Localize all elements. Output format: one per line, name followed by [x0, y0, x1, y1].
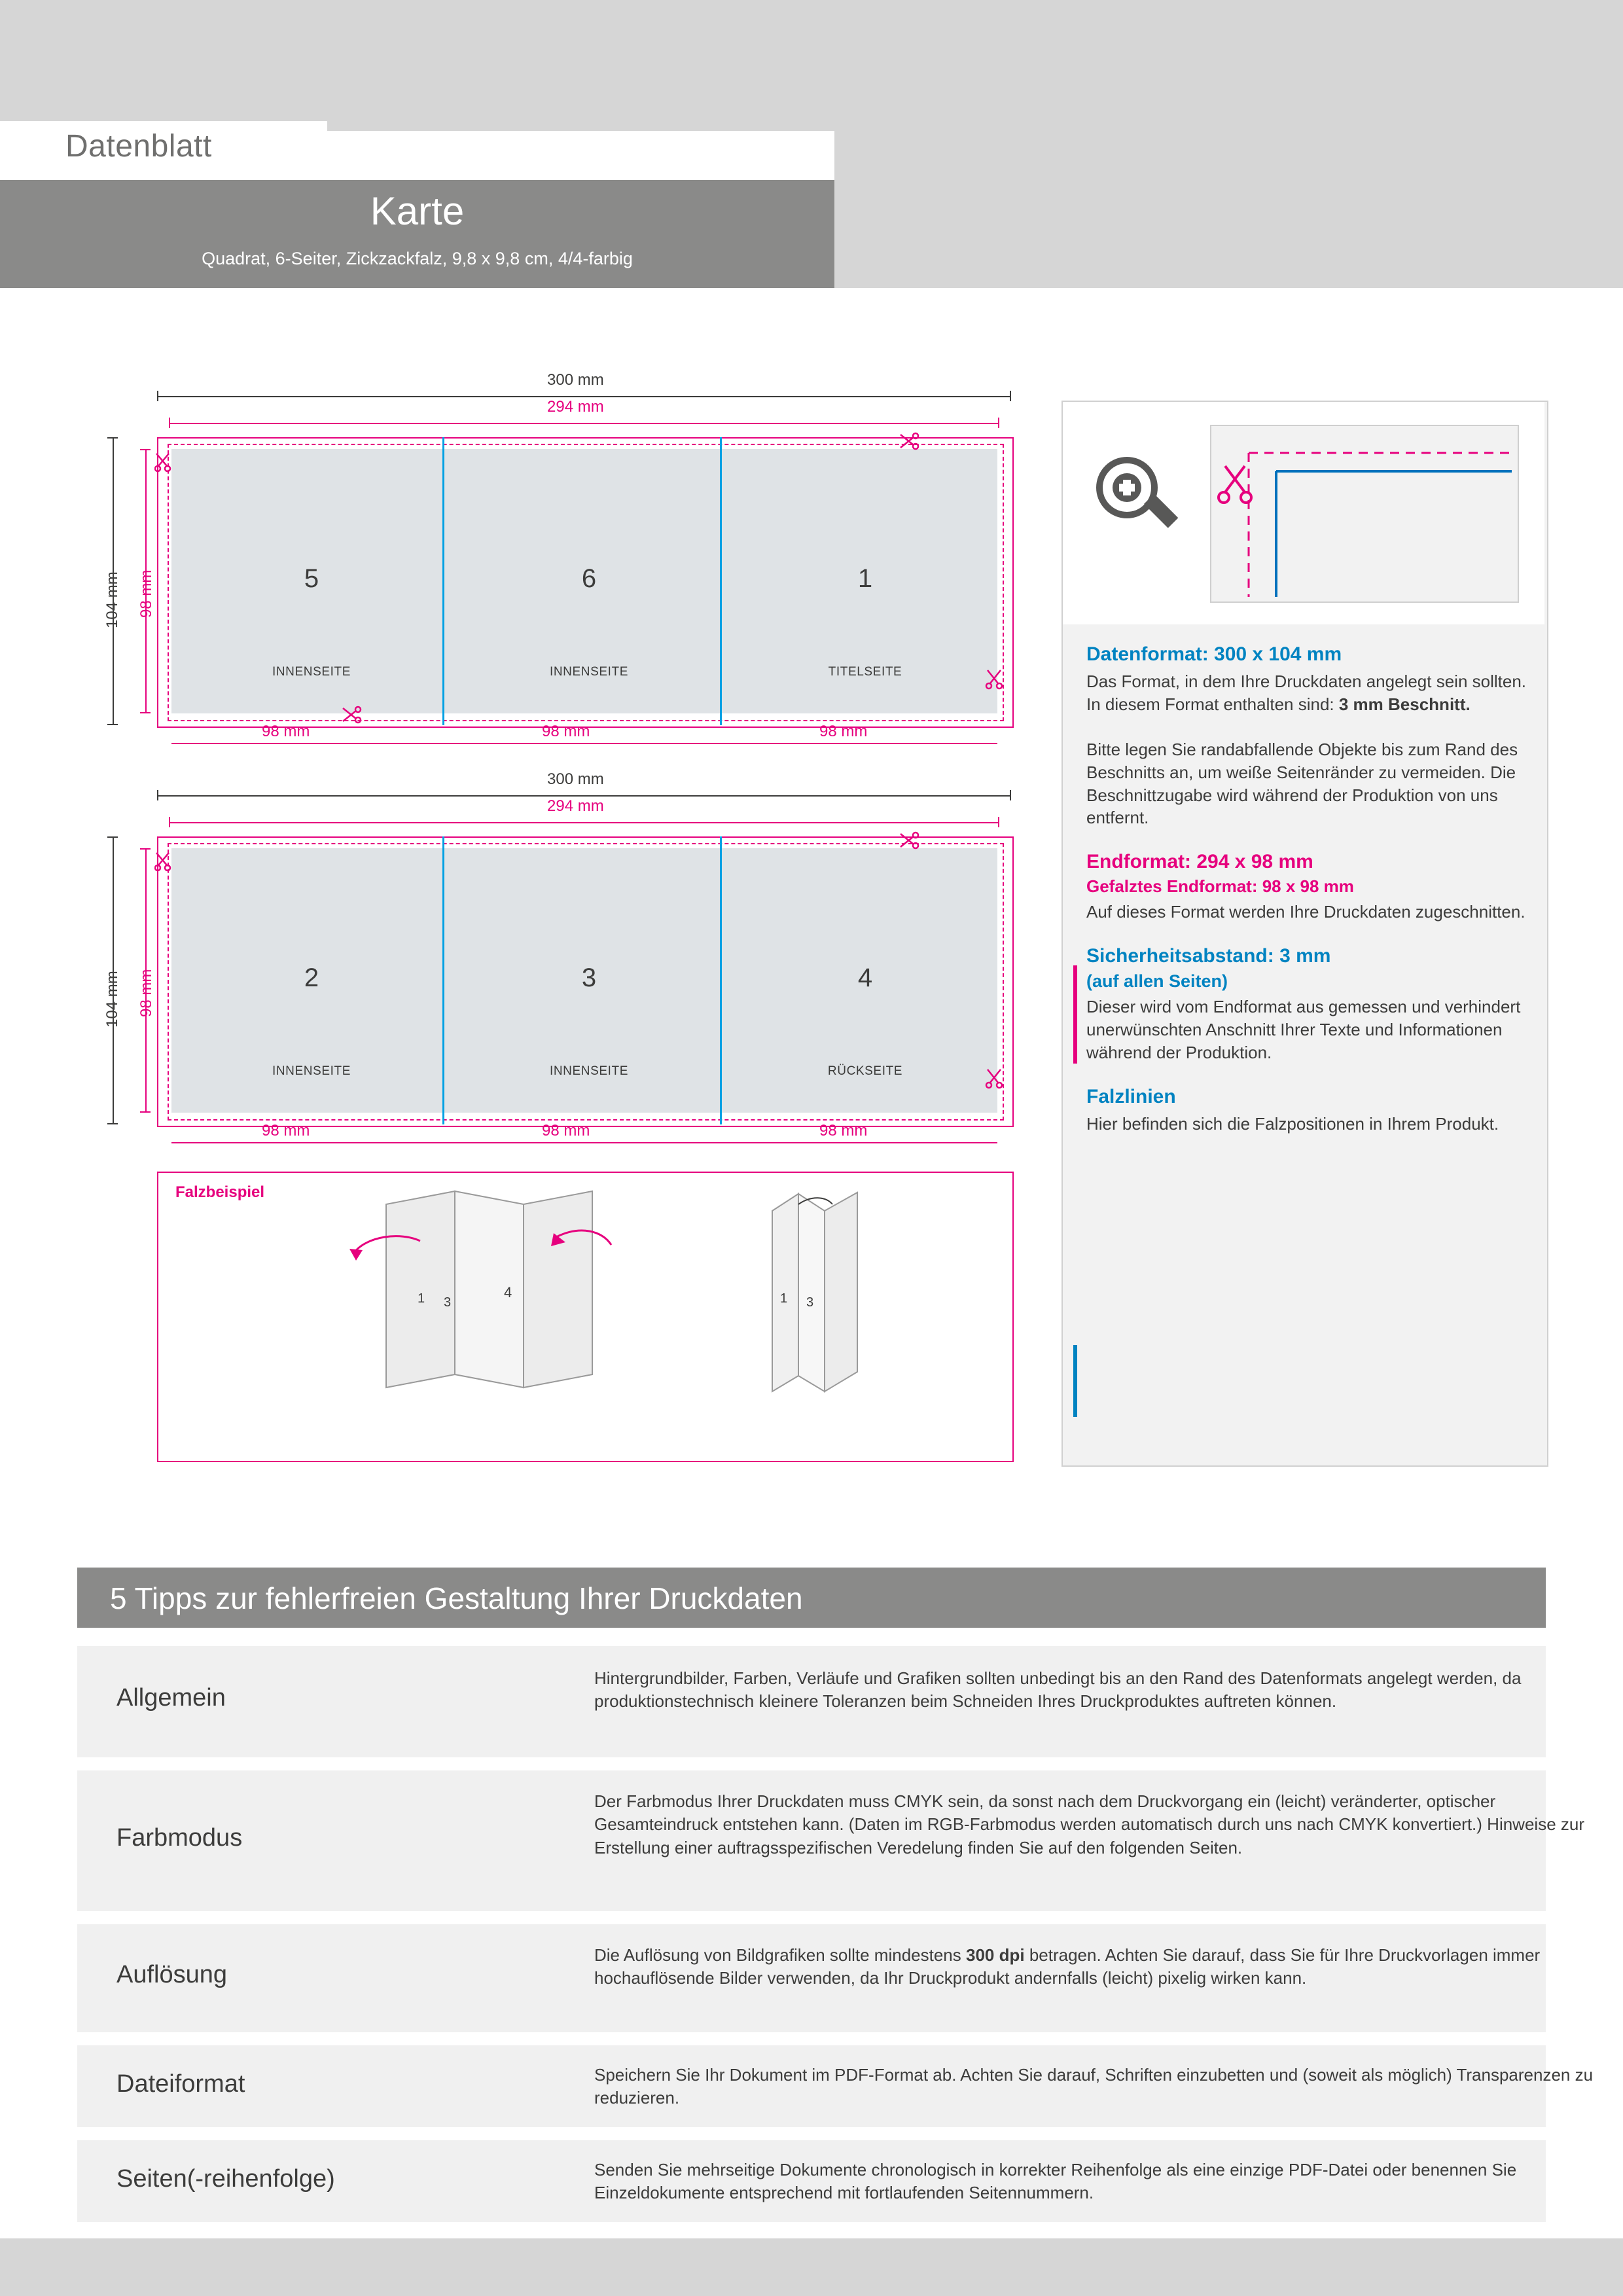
tick: [140, 449, 151, 450]
page-subtitle: Quadrat, 6-Seiter, Zickzackfalz, 9,8 x 9,8 cm, 4/4-farbig: [202, 249, 633, 268]
panel-label: TITELSEITE: [828, 665, 902, 679]
scissors-icon: [154, 851, 171, 872]
tips-row-allgemein: [77, 1646, 1546, 1757]
tick: [1010, 391, 1011, 401]
tips-desc: Speichern Sie Ihr Dokument im PDF-Format ab. Achten Sie darauf, Schriften einzubetten und (soweit als möglich) Transparenzen zu reduzieren.: [594, 2065, 1594, 2108]
svg-text:1: 1: [780, 1291, 788, 1306]
datenformat-text-1: [1086, 670, 1531, 716]
sicherheitsabstand-sub: (auf allen Seiten): [1086, 971, 1228, 992]
scissors-icon: [340, 706, 363, 724]
dim-300-line: [157, 396, 1011, 397]
dim-label-98mm: 98 mm: [819, 723, 868, 740]
falzlinien-marker: [1073, 1345, 1077, 1417]
dim-line: [442, 743, 720, 744]
falzlinien-text: Hier befinden sich die Falzpositionen in Ihrem Produkt.: [1086, 1114, 1499, 1134]
tips-term: Farbmodus: [116, 1824, 243, 1852]
scissors-icon: [154, 452, 171, 473]
tick: [140, 1111, 151, 1113]
svg-text:3: 3: [444, 1295, 452, 1310]
svg-text:4: 4: [504, 1284, 512, 1300]
panel-label: INNENSEITE: [549, 1064, 629, 1078]
svg-text:3: 3: [806, 1295, 814, 1310]
dim-label-98mm: 98 mm: [542, 1122, 590, 1139]
info-text-block: [1086, 641, 1531, 1136]
footer-band: [0, 2238, 1623, 2296]
dim-label-300mm: 300 mm: [547, 371, 604, 389]
tick: [998, 817, 999, 827]
dim-label-294mm: 294 mm: [547, 398, 604, 416]
tips-term: Seiten(-reihenfolge): [116, 2165, 335, 2193]
tips-heading: 5 Tipps zur fehlerfreien Gestaltung Ihrer Druckdaten: [110, 1581, 803, 1615]
panel-number: 6: [581, 564, 597, 593]
dim-label-98mm: 98 mm: [542, 723, 590, 740]
tick: [140, 712, 151, 713]
tick: [1010, 790, 1011, 800]
svg-text:1: 1: [418, 1291, 425, 1306]
scissors-icon: [985, 1067, 1003, 1089]
tips-desc: Hintergrundbilder, Farben, Verläufe und Grafiken sollten unbedingt bis an den Rand des Datenformats angelegt werden, da produktionstechnisch kleinere Toleranzen beim Schneiden Ihres Druckproduktes auftreten können.: [594, 1668, 1522, 1712]
tips-row-seitenreihenfolge: [77, 2140, 1546, 2222]
tips-row-farbmodus: [77, 1770, 1584, 1911]
tips-desc: Senden Sie mehrseitige Dokumente chronologisch in korrekter Reihenfolge als eine einzige PDF-Datei oder benennen Sie Einzeldokumente entsprechend mit fortlaufenden Seitennummern.: [594, 2160, 1517, 2203]
datenformat-heading: Datenformat: 300 x 104 mm: [1086, 643, 1342, 665]
header-right-background: [834, 0, 1623, 288]
panel-number: 1: [857, 564, 873, 593]
dim-label-98mm-vertical: 98 mm: [137, 569, 155, 618]
datasheet-label: Datenblatt: [65, 129, 212, 164]
panel-label: INNENSEITE: [272, 665, 351, 679]
dim-300-line: [157, 795, 1011, 797]
panel-number: 4: [857, 963, 873, 992]
panel-number: 3: [581, 963, 597, 992]
dim-line: [171, 743, 442, 744]
dim-label-294mm: 294 mm: [547, 797, 604, 815]
dim-label-98mm: 98 mm: [262, 723, 310, 740]
info-corner-illustration: [1080, 419, 1531, 615]
fold-line: [720, 836, 722, 1124]
tick: [169, 418, 170, 428]
datenformat-text-2: Bitte legen Sie randabfallende Objekte bis zum Rand des Beschnitts an, um weiße Seitenränder zu vermeiden. Die Beschnittzugabe wird während der Produktion von uns entfernt.: [1086, 739, 1518, 828]
sicherheitsabstand-text: Dieser wird vom Endformat aus gemessen und verhindert unerwünschten Anschnitt Ihrer Texte und Informationen während der Produktion.: [1086, 997, 1521, 1063]
tick: [107, 836, 118, 838]
dim-294-line: [169, 822, 999, 823]
datenformat-text-1-bold: 3 mm Beschnitt.: [1338, 694, 1471, 715]
tick: [107, 724, 118, 725]
dim-294-line: [169, 423, 999, 424]
panel-label: RÜCKSEITE: [827, 1064, 903, 1078]
tips-term: Allgemein: [116, 1684, 226, 1712]
dim-line: [171, 1142, 442, 1143]
tips-desc-suffix: betragen. Achten Sie darauf, dass Sie für Ihre Druckvorlagen immer hochauflösende Bilder verwenden, da Ihr Druckprodukt andernfalls (leicht) pixelig wirken kann.: [594, 1945, 1541, 1988]
dim-label-104mm: 104 mm: [103, 971, 121, 1028]
magnifier-plus-icon: [1099, 460, 1178, 528]
tick: [157, 391, 158, 401]
panel-number: 2: [304, 963, 319, 992]
tips-term: Auflösung: [116, 1961, 228, 1988]
tick: [157, 790, 158, 800]
tips-header: [77, 1568, 1546, 1628]
page-title: Karte: [370, 189, 465, 233]
dim-label-104mm: 104 mm: [103, 571, 121, 628]
endformat-marker: [1073, 965, 1077, 1064]
endformat-heading: Endformat: 294 x 98 mm: [1086, 851, 1313, 873]
panel-label: INNENSEITE: [549, 665, 629, 679]
tips-term: Dateiformat: [116, 2070, 245, 2098]
dim-label-98mm: 98 mm: [819, 1122, 868, 1139]
dim-label-98mm: 98 mm: [262, 1122, 310, 1139]
fold-line: [720, 437, 722, 725]
scissors-icon: [898, 432, 920, 450]
endformat-text: Auf dieses Format werden Ihre Druckdaten zugeschnitten.: [1086, 902, 1525, 922]
sicherheitsabstand-heading: Sicherheitsabstand: 3 mm: [1086, 945, 1331, 967]
fold-line: [442, 437, 444, 725]
tick: [107, 1123, 118, 1124]
dim-label-98mm-vertical: 98 mm: [137, 969, 155, 1017]
panel-label: INNENSEITE: [272, 1064, 351, 1078]
fold-example-illustration: [340, 1185, 995, 1453]
fold-line: [442, 836, 444, 1124]
fold-example-title: Falzbeispiel: [175, 1183, 265, 1201]
scissors-icon: [985, 668, 1003, 690]
tips-desc: [594, 1944, 1609, 1990]
tips-row-aufloesung: [77, 1924, 1546, 2032]
tick: [107, 437, 118, 439]
tips-desc-prefix: Die Auflösung von Bildgrafiken sollte mindestens: [594, 1945, 966, 1965]
tips-desc-bold: 300 dpi: [966, 1945, 1025, 1965]
gefalztes-endformat-heading: Gefalztes Endformat: 98 x 98 mm: [1086, 876, 1354, 897]
datenformat-text-1-a: Das Format, in dem Ihre Druckdaten angelegt sein sollten. In diesem Format enthalten sind:: [1086, 672, 1527, 715]
dim-label-300mm: 300 mm: [547, 770, 604, 788]
tick: [140, 848, 151, 850]
tips-desc: Der Farbmodus Ihrer Druckdaten muss CMYK sein, da sonst nach dem Druckvorgang ein (leicht) veränderter, optischer Gesamteindruck entstehen kann. (Daten im RGB-Farbmodus werden automatisch durch uns nach CMYK konvertiert.) Hinweise zur Erstellung einer auftragsspezifischen Veredelung finden Sie auf den folgenden Seiten.: [594, 1791, 1584, 1857]
tips-row-dateiformat: [77, 2045, 1594, 2127]
tick: [998, 418, 999, 428]
falzlinien-heading: Falzlinien: [1086, 1085, 1176, 1107]
dim-line: [442, 1142, 720, 1143]
dim-line: [720, 743, 997, 744]
tick: [169, 817, 170, 827]
scissors-icon: [898, 831, 920, 850]
panel-number: 5: [304, 564, 319, 593]
dim-line: [720, 1142, 997, 1143]
